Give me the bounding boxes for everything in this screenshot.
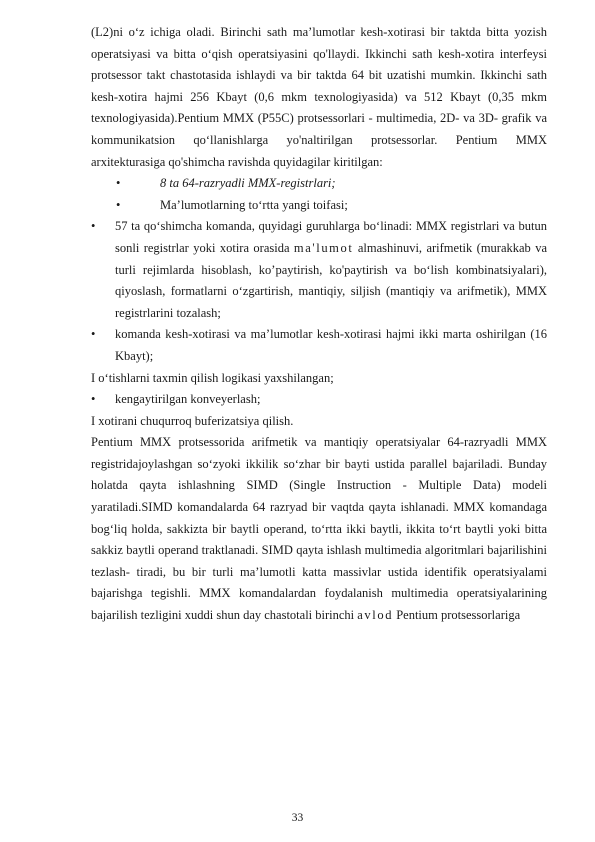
list-item xyxy=(91,324,547,367)
list-item xyxy=(91,173,547,195)
bullet-icon: • xyxy=(116,197,121,212)
document-body xyxy=(91,22,547,627)
list-item-text: kengaytirilgan konveyerlash; xyxy=(115,392,261,407)
list-item-text: komanda kesh-xotirasi va ma’lumotlar kesh-xotirasi hajmi ikki marta oshirilgan (16 Kbayt); xyxy=(115,327,547,363)
list-item-text: Ma’lumotlarning to‘rtta yangi toifasi; xyxy=(160,197,348,212)
paragraph-text-part: Pentium MMX protsessorida arifmetik va mantiqiy operatsiyalar 64-razryadli MMX registridajoylashgan so‘zyoki ikkilik so‘zhar bir bayti ustida parallel bajariladi. Bunday holatda qayta ishlashning SIMD (Single Instruction - Multiple Data) modeli yaratiladi.SIMD komandalarda 64 razryad bir vaqtda qayta ishlanadi. MMX komandaga bog‘liq holda, sakkizta bir baytli operand, to‘rtta ikki baytli, ikkita to‘rt baytli yoki bitta sakkiz baytli operand traktlanadi. SIMD qayta ishlash multimedia algoritmlari bajarilishini tezlash- tiradi, bu bir turli ma’lumotli katta massivlar ustida identifik operatsiyalami bajarishga tegishli. MMX komandalardan foydalanish multimedia operatsiyalarining bajarilish tezligini xuddi shun day chastotali birinchi xyxy=(91,435,547,623)
paragraph-text-spaced: avlod xyxy=(357,608,394,623)
list-item xyxy=(91,216,547,324)
paragraph-intro: (L2)ni o‘z ichiga oladi. Birinchi sath ma’lumotlar kesh-xotirasi bir taktda bitta yozish operatsiyasi va bitta o‘qish operatsiyasini qo'llaydi. Ikkinchi sath kesh-xotira interfeysi protsessor takt chastotasida ishlaydi va bir taktda 64 bit uzatishi mumkin. Ikkinchi sath kesh-xotira hajmi 256 Kbayt (0,6 mkm texnologiyasida) va 512 Kbayt (0,35 mkm texnologiyasida).Pentium MMX (P55C) protsessorlari - multimedia, 2D- va 3D- grafik va kommunikatsion qo‘llanishlarga yo'naltirilgan protsessorlar. Pentium MMX arxitekturasiga qo'shimcha ravishda quyidagilar kiritilgan: xyxy=(91,25,547,169)
list-item-text: 8 ta 64-razryadli MMX-registrlari; xyxy=(160,176,336,191)
page-number: 33 xyxy=(291,812,304,824)
bullet-icon: • xyxy=(116,176,121,191)
list-item xyxy=(91,389,547,411)
paragraph-text-part: Pentium protsessorlariga xyxy=(393,608,521,623)
bullet-icon: • xyxy=(91,219,96,234)
list-item xyxy=(91,195,547,217)
list-item-text xyxy=(115,216,547,324)
paragraph-closing xyxy=(91,432,547,626)
list-line: I xotirani chuqurroq buferizatsiya qilish. xyxy=(91,413,294,428)
bullet-icon: • xyxy=(91,392,96,407)
list-item-text-spaced: ma'lumot xyxy=(293,240,354,255)
bullet-icon: • xyxy=(91,327,96,342)
list-item-text-part: 57 ta qo‘shimcha komanda, quyidagi guruhlarga bo‘linadi: MMX registrlari va butun sonli registrlar yoki xotira orasida xyxy=(115,219,547,255)
list-item-text-part: almashinuvi, arifmetik (murakkab va turli rejimlarda hisoblash, ko’paytirish, ko'paytirish va bo‘lish kombinatsiyalari), qiyoslash, formatlarni o‘zgartirish, mantiqiy, siljish (mantiqiy va arifmetik), MMX registrlarini tozalash; xyxy=(115,240,548,320)
list-line: I o‘tishlarni taxmin qilish logikasi yaxshilangan; xyxy=(91,370,334,385)
